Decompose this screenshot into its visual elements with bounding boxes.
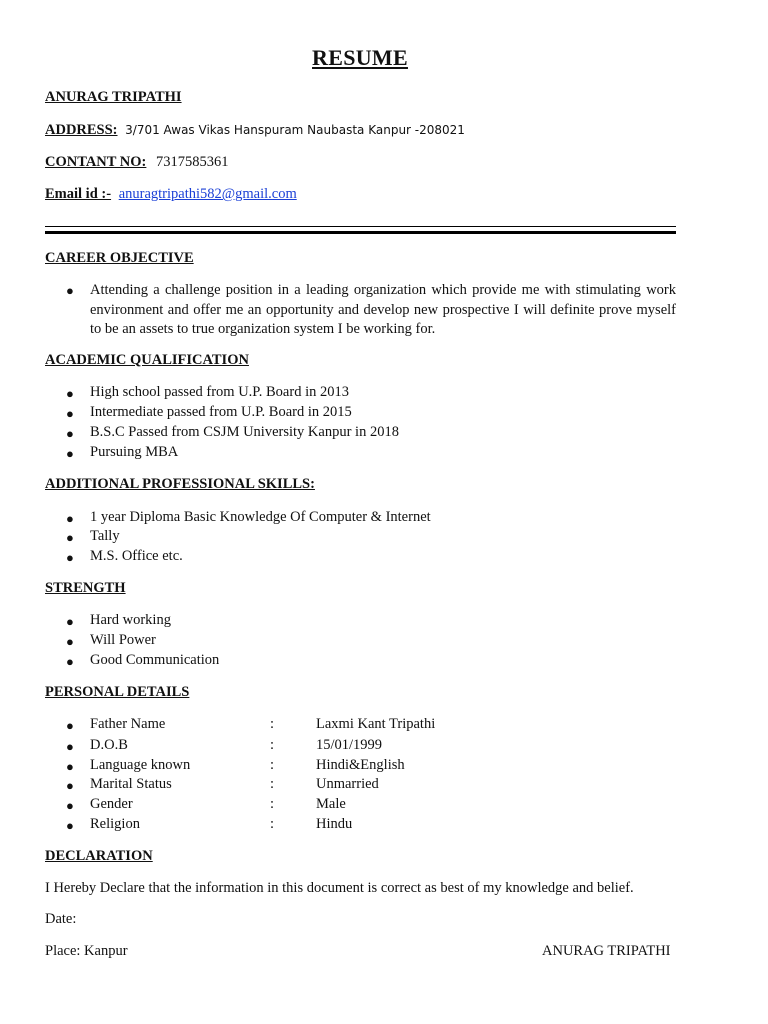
page-title: RESUME xyxy=(312,45,408,70)
personal-label: Religion xyxy=(90,816,140,832)
bullet-icon: ● xyxy=(66,446,74,461)
personal-label: Language known xyxy=(90,757,191,773)
career-objective-heading: CAREER OBJECTIVE xyxy=(45,250,194,266)
email-label: Email id :- xyxy=(45,186,112,202)
bullet-icon: ● xyxy=(66,550,74,565)
header-divider-thin xyxy=(45,226,676,227)
academic-heading: ACADEMIC QUALIFICATION xyxy=(45,352,249,368)
bullet-icon: ● xyxy=(66,778,74,793)
bullet-icon: ● xyxy=(66,283,74,298)
personal-label: Marital Status xyxy=(90,776,172,792)
strength-heading: STRENGTH xyxy=(45,580,126,596)
separator: : xyxy=(270,796,275,812)
bullet-icon: ● xyxy=(66,739,74,754)
place-label: Place: Kanpur xyxy=(45,943,128,959)
personal-value: Male xyxy=(316,796,346,812)
personal-label: Gender xyxy=(90,796,133,812)
career-objective-text: Attending a challenge position in a leading organization which provide me with stimulating work environment and offer me an opportunity and develop new prospective I will definite prove myself to be an assets to true organization system I be working for. xyxy=(90,282,676,337)
bullet-icon: ● xyxy=(66,718,74,733)
separator: : xyxy=(270,816,275,832)
separator: : xyxy=(270,716,275,732)
bullet-icon: ● xyxy=(66,530,74,545)
signature-name: ANURAG TRIPATHI xyxy=(542,943,671,959)
contact-label: CONTANT NO: xyxy=(45,154,147,170)
list-item: B.S.C Passed from CSJM University Kanpur in 2018 xyxy=(90,424,399,440)
personal-label: D.O.B xyxy=(90,737,128,753)
personal-value: 15/01/1999 xyxy=(316,737,383,753)
list-item: Will Power xyxy=(90,632,156,648)
personal-label: Father Name xyxy=(90,716,166,732)
declaration-text: I Hereby Declare that the information in this document is correct as best of my knowledge and belief. xyxy=(45,880,634,896)
bullet-icon: ● xyxy=(66,759,74,774)
separator: : xyxy=(270,737,275,753)
personal-value: Unmarried xyxy=(316,776,379,792)
header-divider-thick xyxy=(45,231,676,234)
list-item: 1 year Diploma Basic Knowledge Of Computer & Internet xyxy=(90,509,431,525)
address-label: ADDRESS: xyxy=(45,122,118,138)
bullet-icon: ● xyxy=(66,406,74,421)
bullet-icon: ● xyxy=(66,818,74,833)
email-line xyxy=(45,186,297,203)
bullet-icon: ● xyxy=(66,798,74,813)
separator: : xyxy=(270,757,275,773)
personal-value: Hindi&English xyxy=(316,757,405,773)
list-item: High school passed from U.P. Board in 2013 xyxy=(90,384,349,400)
bullet-icon: ● xyxy=(66,386,74,401)
personal-value: Laxmi Kant Tripathi xyxy=(316,716,436,732)
date-label: Date: xyxy=(45,911,77,927)
personal-value: Hindu xyxy=(316,816,353,832)
list-item: Intermediate passed from U.P. Board in 2015 xyxy=(90,404,352,420)
list-item: Hard working xyxy=(90,612,171,628)
declaration-heading: DECLARATION xyxy=(45,848,153,864)
list-item: M.S. Office etc. xyxy=(90,548,183,564)
separator: : xyxy=(270,776,275,792)
address-line xyxy=(45,122,465,139)
skills-heading: ADDITIONAL PROFESSIONAL SKILLS: xyxy=(45,476,315,492)
address-value: 3/701 Awas Vikas Hanspuram Naubasta Kanpur -208021 xyxy=(125,123,465,137)
contact-value: 7317585361 xyxy=(156,154,229,170)
list-item: Good Communication xyxy=(90,652,220,668)
candidate-name: ANURAG TRIPATHI xyxy=(45,89,182,105)
email-link[interactable]: anuragtripathi582@gmail.com xyxy=(118,186,297,202)
bullet-icon: ● xyxy=(66,614,74,629)
list-item: Tally xyxy=(90,528,120,544)
personal-details-heading: PERSONAL DETAILS xyxy=(45,684,190,700)
bullet-icon: ● xyxy=(66,426,74,441)
bullet-icon: ● xyxy=(66,511,74,526)
contact-line xyxy=(45,154,229,171)
list-item: Pursuing MBA xyxy=(90,444,179,460)
bullet-icon: ● xyxy=(66,634,74,649)
bullet-icon: ● xyxy=(66,654,74,669)
